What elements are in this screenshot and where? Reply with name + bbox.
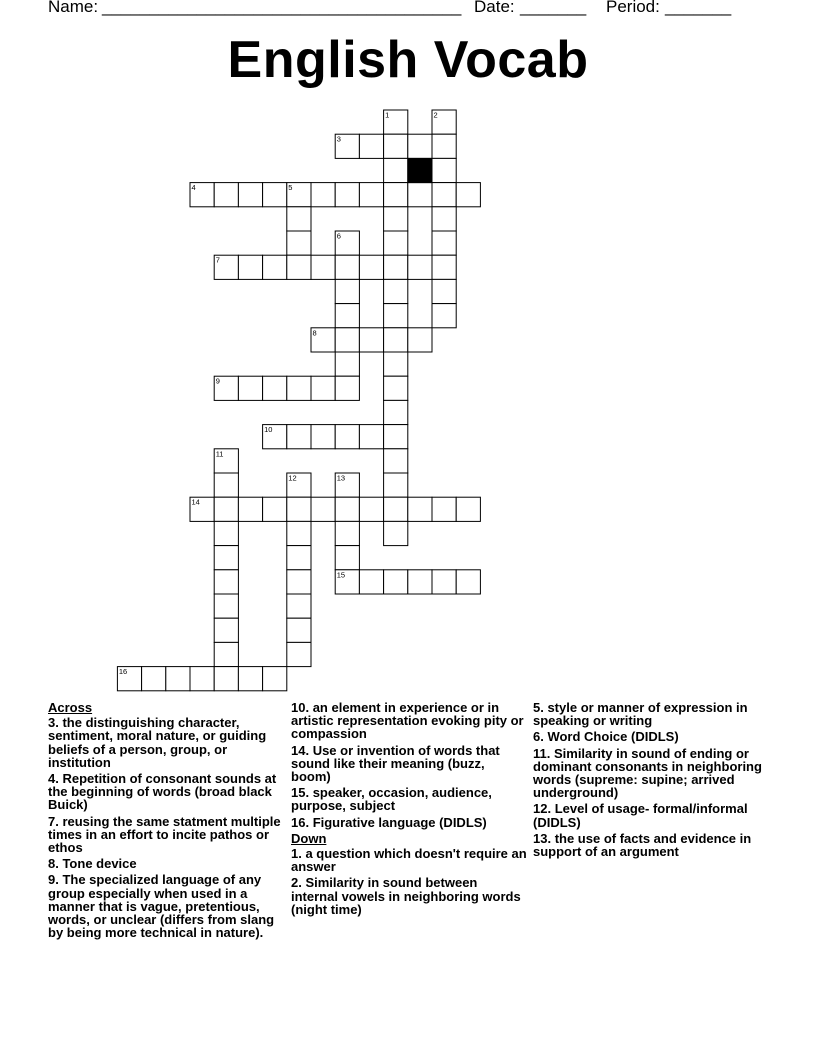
page-title: English Vocab xyxy=(227,31,589,89)
grid-cell[interactable] xyxy=(432,304,456,328)
clue-down-2: 2. Similarity in sound between internal vowels in neighboring words (night time) xyxy=(291,875,521,917)
clue-number-label: 14 xyxy=(191,497,200,507)
grid-cell[interactable] xyxy=(384,497,408,521)
clue-number-label: 4 xyxy=(191,183,196,193)
clue-down-5: 5. style or manner of expression in speaking or writing xyxy=(533,700,748,729)
grid-cell[interactable] xyxy=(263,497,287,521)
grid-cell[interactable] xyxy=(214,521,238,545)
grid-cell[interactable] xyxy=(456,497,480,521)
clue-number-label: 15 xyxy=(336,570,346,580)
clue-number-label: 5 xyxy=(288,183,293,193)
date-label: Date: xyxy=(474,0,515,16)
grid-cell[interactable] xyxy=(432,279,456,303)
grid-cell[interactable] xyxy=(311,497,335,521)
name-field[interactable]: ______________________________________ xyxy=(102,0,462,16)
grid-cell[interactable] xyxy=(214,642,238,666)
grid-cell[interactable] xyxy=(384,207,408,231)
clue-number-label: 10 xyxy=(264,425,273,435)
grid-cell[interactable] xyxy=(238,497,262,521)
grid-cell[interactable] xyxy=(263,667,287,691)
grid-cell[interactable] xyxy=(214,183,238,207)
name-label: Name: xyxy=(48,0,99,16)
grid-cell[interactable] xyxy=(359,497,383,521)
clue-across-10: 10. an element in experience or in artistic representation evoking pity or compassion xyxy=(291,700,524,742)
grid-cell[interactable] xyxy=(287,376,311,400)
clue-number-label: 12 xyxy=(288,473,297,483)
grid-cell[interactable] xyxy=(263,183,287,207)
grid-cell[interactable] xyxy=(287,207,311,231)
clue-number-label: 1 xyxy=(385,110,390,120)
grid-cell[interactable] xyxy=(384,304,408,328)
grid-cell[interactable] xyxy=(214,667,238,691)
grid-cell[interactable] xyxy=(384,473,408,497)
grid-cell[interactable] xyxy=(311,425,335,449)
grid-cell[interactable] xyxy=(408,183,432,207)
clue-number-label: 3 xyxy=(336,134,341,144)
grid-cell[interactable] xyxy=(384,158,408,182)
clue-down-12: 12. Level of usage- formal/informal (DIDLS) xyxy=(533,801,748,830)
grid-cell[interactable] xyxy=(214,570,238,594)
grid-cell[interactable] xyxy=(408,255,432,279)
grid-cell[interactable] xyxy=(214,497,238,521)
grid-cell[interactable] xyxy=(384,570,408,594)
grid-cell[interactable] xyxy=(263,376,287,400)
grid-cell[interactable] xyxy=(432,134,456,158)
clue-number-label: 7 xyxy=(215,255,220,265)
grid-cell[interactable] xyxy=(214,546,238,570)
clue-across-9: 9. The specialized language of any group especially when used in a manner that is vague, pretentious, words, or unclear (differs from slang by being more technical in nature). xyxy=(48,872,275,941)
grid-cell[interactable] xyxy=(214,594,238,618)
grid-cell[interactable] xyxy=(335,304,359,328)
grid-cell[interactable] xyxy=(287,594,311,618)
clue-across-4: 4. Repetition of consonant sounds at the beginning of words (broad black Buick) xyxy=(48,771,277,813)
grid-cell[interactable] xyxy=(408,134,432,158)
grid-cell[interactable] xyxy=(142,667,166,691)
grid-cell[interactable] xyxy=(384,449,408,473)
grid-cell[interactable] xyxy=(287,255,311,279)
clue-across-8: 8. Tone device xyxy=(48,856,137,872)
clue-across-14: 14. Use or invention of words that sound like their meaning (buzz, boom) xyxy=(291,742,500,785)
grid-cell[interactable] xyxy=(335,183,359,207)
grid-cell[interactable] xyxy=(335,546,359,570)
grid-cell[interactable] xyxy=(263,255,287,279)
grid-cell[interactable] xyxy=(384,231,408,255)
grid-cell[interactable] xyxy=(335,328,359,352)
grid-cell[interactable] xyxy=(214,618,238,642)
clue-number-label: 2 xyxy=(433,110,438,120)
grid-cell[interactable] xyxy=(432,497,456,521)
grid-cell[interactable] xyxy=(359,134,383,158)
grid-cell[interactable] xyxy=(384,255,408,279)
clue-column-3 xyxy=(533,701,769,861)
grid-cell[interactable] xyxy=(335,425,359,449)
grid-cell[interactable] xyxy=(408,570,432,594)
clue-across-7: 7. reusing the same statment multiple times in an effort to incite pathos or ethos xyxy=(48,813,281,856)
grid-cell[interactable] xyxy=(335,376,359,400)
clue-down-11: 11. Similarity in sound of ending or dominant consonants in neighboring words (supreme: supine; arrived underground) xyxy=(533,745,762,801)
grid-cell[interactable] xyxy=(384,521,408,545)
grid-cell[interactable] xyxy=(432,158,456,182)
grid-cell[interactable] xyxy=(311,376,335,400)
down-heading: Down xyxy=(291,830,327,846)
grid-cell[interactable] xyxy=(311,183,335,207)
grid-cell[interactable] xyxy=(432,207,456,231)
grid-cell[interactable] xyxy=(238,183,262,207)
grid-cell[interactable] xyxy=(166,667,190,691)
grid-cell[interactable] xyxy=(384,376,408,400)
clue-number-label: 16 xyxy=(118,667,128,677)
grid-cell[interactable] xyxy=(287,497,311,521)
clue-column-2 xyxy=(291,701,527,919)
grid-cell[interactable] xyxy=(359,570,383,594)
grid-cell[interactable] xyxy=(384,183,408,207)
clue-number-label: 13 xyxy=(336,473,346,483)
grid-cell[interactable] xyxy=(384,134,408,158)
clue-down-6: 6. Word Choice (DIDLS) xyxy=(533,729,679,745)
clue-down-1: 1. a question which doesn't require an answer xyxy=(291,846,527,875)
grid-cell[interactable] xyxy=(384,400,408,424)
clue-across-3: 3. the distinguishing character, sentiment, moral nature, or guiding beliefs of a person, group, or institution xyxy=(48,715,267,770)
across-heading: Across xyxy=(48,700,93,715)
grid-cell[interactable] xyxy=(432,570,456,594)
period-label: Period: xyxy=(606,0,660,16)
clue-number-label: 6 xyxy=(336,231,341,241)
grid-cell[interactable] xyxy=(432,183,456,207)
grid-cell[interactable] xyxy=(456,183,480,207)
grid-cell[interactable] xyxy=(238,376,262,400)
grid-cell[interactable] xyxy=(287,570,311,594)
date-field[interactable]: _______ xyxy=(520,0,587,16)
grid-cell[interactable] xyxy=(408,328,432,352)
grid-cell[interactable] xyxy=(287,425,311,449)
grid-cell[interactable] xyxy=(335,255,359,279)
grid-cell[interactable] xyxy=(287,231,311,255)
grid-cell[interactable] xyxy=(408,497,432,521)
grid-cell[interactable] xyxy=(190,667,214,691)
clue-number-label: 11 xyxy=(215,449,224,459)
grid-cell[interactable] xyxy=(456,570,480,594)
grid-cell[interactable] xyxy=(311,255,335,279)
clue-down-13: 13. the use of facts and evidence in support of an argument xyxy=(533,830,752,860)
grid-cell[interactable] xyxy=(238,667,262,691)
grid-cell[interactable] xyxy=(214,473,238,497)
grid-cell[interactable] xyxy=(287,642,311,666)
grid-cell[interactable] xyxy=(335,521,359,545)
clue-number-label: 9 xyxy=(215,376,220,386)
grid-cell[interactable] xyxy=(335,352,359,376)
grid-cell[interactable] xyxy=(432,231,456,255)
clue-number-label: 8 xyxy=(312,328,317,338)
grid-cell[interactable] xyxy=(359,425,383,449)
grid-cell[interactable] xyxy=(287,521,311,545)
grid-cell[interactable] xyxy=(432,255,456,279)
clue-across-15: 15. speaker, occasion, audience, purpose, subject xyxy=(291,785,492,814)
clue-column-1 xyxy=(48,701,284,942)
grid-cell[interactable] xyxy=(384,279,408,303)
blocked-cell xyxy=(408,158,432,182)
grid-cell[interactable] xyxy=(287,546,311,570)
period-field[interactable]: _______ xyxy=(665,0,732,16)
grid-cell[interactable] xyxy=(359,183,383,207)
grid-cell[interactable] xyxy=(335,497,359,521)
grid-cell[interactable] xyxy=(238,255,262,279)
clue-across-16: 16. Figurative language (DIDLS) xyxy=(291,814,487,830)
grid-cell[interactable] xyxy=(287,618,311,642)
grid-cell[interactable] xyxy=(335,279,359,303)
grid-cell[interactable] xyxy=(384,352,408,376)
grid-cell[interactable] xyxy=(384,328,408,352)
grid-cell[interactable] xyxy=(359,328,383,352)
grid-cell[interactable] xyxy=(359,255,383,279)
grid-cell[interactable] xyxy=(384,425,408,449)
